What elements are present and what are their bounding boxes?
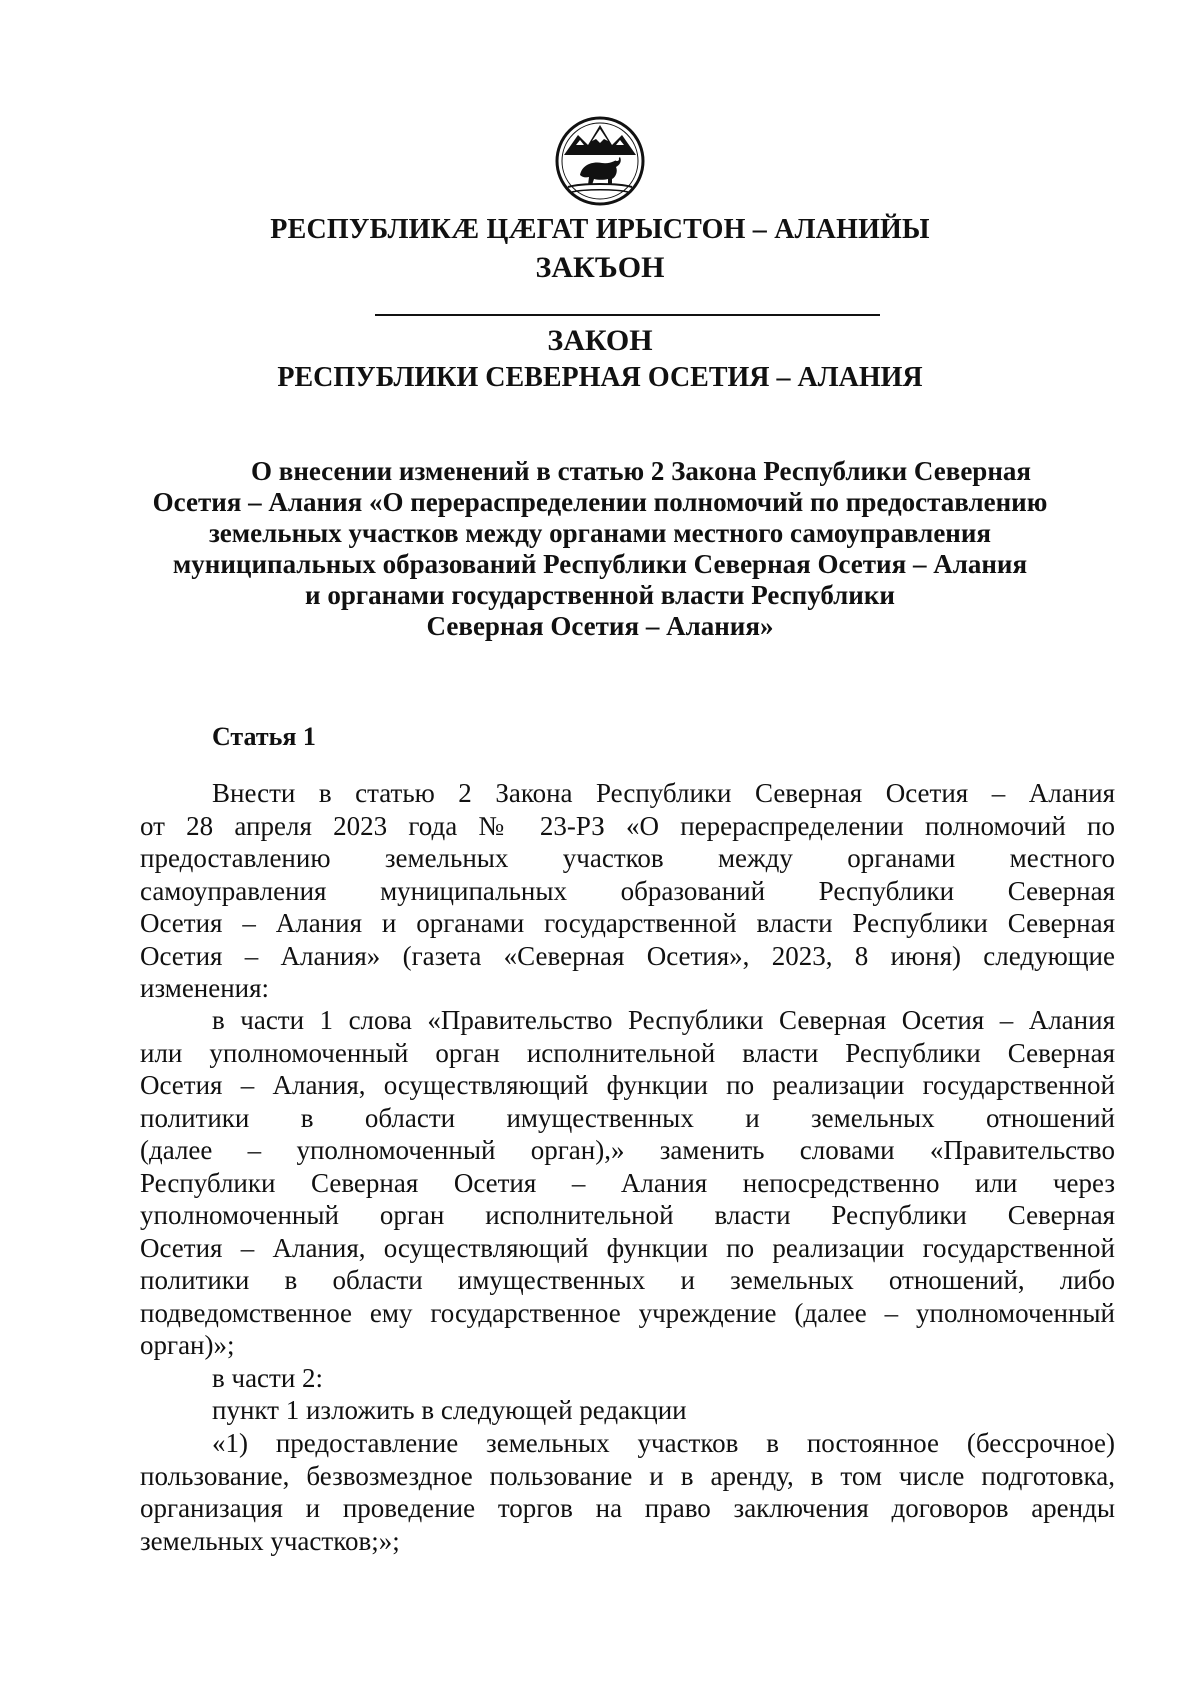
header-russian-republic: РЕСПУБЛИКИ СЕВЕРНАЯ ОСЕТИЯ – АЛАНИЯ [277, 362, 923, 393]
title-line: муниципальных образований Республики Северная Осетия – Алания [172, 549, 1028, 579]
paragraph-line: земельных участков;»; [140, 1525, 400, 1556]
paragraph-line: самоуправления муниципальных образований Республики Северная [140, 875, 1115, 906]
paragraph-line: предоставлению земельных участков между органами местного [140, 843, 1115, 873]
paragraph-line: уполномоченный орган исполнительной власти Республики Северная [140, 1200, 1115, 1230]
paragraph-line: (далее – уполномоченный орган),» заменить словами «Правительство [140, 1135, 1115, 1165]
paragraph-line: изменения: [140, 973, 270, 1003]
paragraph-line: Республики Северная Осетия – Алания непосредственно или через [140, 1167, 1115, 1198]
paragraph-line: подведомственное ему государственное учреждение (далее – уполномоченный [140, 1297, 1115, 1328]
paragraph-line: организация и проведение торгов на право заключения договоров аренды [140, 1493, 1115, 1523]
article-paragraph-4 [140, 1394, 1115, 1427]
paragraph-line: политики в области имущественных и земельных отношений [140, 1102, 1115, 1133]
article-paragraph-3 [140, 1362, 1115, 1395]
paragraph-line: «1) предоставление земельных участков в постоянное (бессрочное) [212, 1428, 1115, 1458]
title-line: О внесении изменений в статью 2 Закона Республики Северная [250, 456, 1031, 486]
header-ossetian-republic: РЕСПУБЛИКӔ ЦӔГАТ ИРЫСТОН – АЛАНИЙЫ [270, 214, 930, 245]
title-line: и органами государственной власти Республики [305, 580, 895, 610]
paragraph-line: или уполномоченный орган исполнительной власти Республики Северная [140, 1037, 1115, 1068]
title-line: Осетия – Алания «О перераспределении полномочий по предоставлению [152, 487, 1048, 517]
paragraph-line: в части 2: [212, 1363, 324, 1393]
paragraph-line: Осетия – Алания, осуществляющий функции по реализации государственной [140, 1070, 1115, 1100]
header-divider [375, 314, 880, 316]
article-paragraph-2 [140, 1004, 1115, 1362]
paragraph-line: орган)»; [140, 1330, 235, 1360]
paragraph-line: Осетия – Алания» (газета «Северная Осетия», 2023, 8 июня) следующие [140, 940, 1115, 971]
header-russian-law: ЗАКОН [547, 324, 653, 357]
paragraph-line: в части 1 слова «Правительство Республики Северная Осетия – Алания [212, 1005, 1115, 1035]
paragraph-line: Осетия – Алания и органами государственной власти Республики Северная [140, 908, 1115, 938]
paragraph-line: Осетия – Алания, осуществляющий функции по реализации государственной [140, 1232, 1115, 1263]
header-ossetian-law: ЗАКЪОН [535, 251, 665, 284]
paragraph-line: пользование, безвозмездное пользование и в аренду, в том числе подготовка, [140, 1460, 1115, 1491]
paragraph-line: пункт 1 изложить в следующей редакции [212, 1395, 687, 1425]
article-paragraph-5 [140, 1427, 1115, 1557]
article-heading: Статья 1 [212, 722, 316, 751]
title-line: Северная Осетия – Алания» [426, 611, 774, 641]
paragraph-line: от 28 апреля 2023 года № 23-РЗ «О перераспределении полномочий по [140, 810, 1115, 841]
title-line: земельных участков между органами местного самоуправления [208, 518, 992, 548]
article-paragraph-1 [140, 777, 1115, 1005]
paragraph-line: политики в области имущественных и земельных отношений, либо [140, 1265, 1115, 1295]
paragraph-line: Внести в статью 2 Закона Республики Северная Осетия – Алания [212, 778, 1115, 808]
law-title [150, 456, 1050, 642]
coat-of-arms-icon [554, 115, 646, 207]
